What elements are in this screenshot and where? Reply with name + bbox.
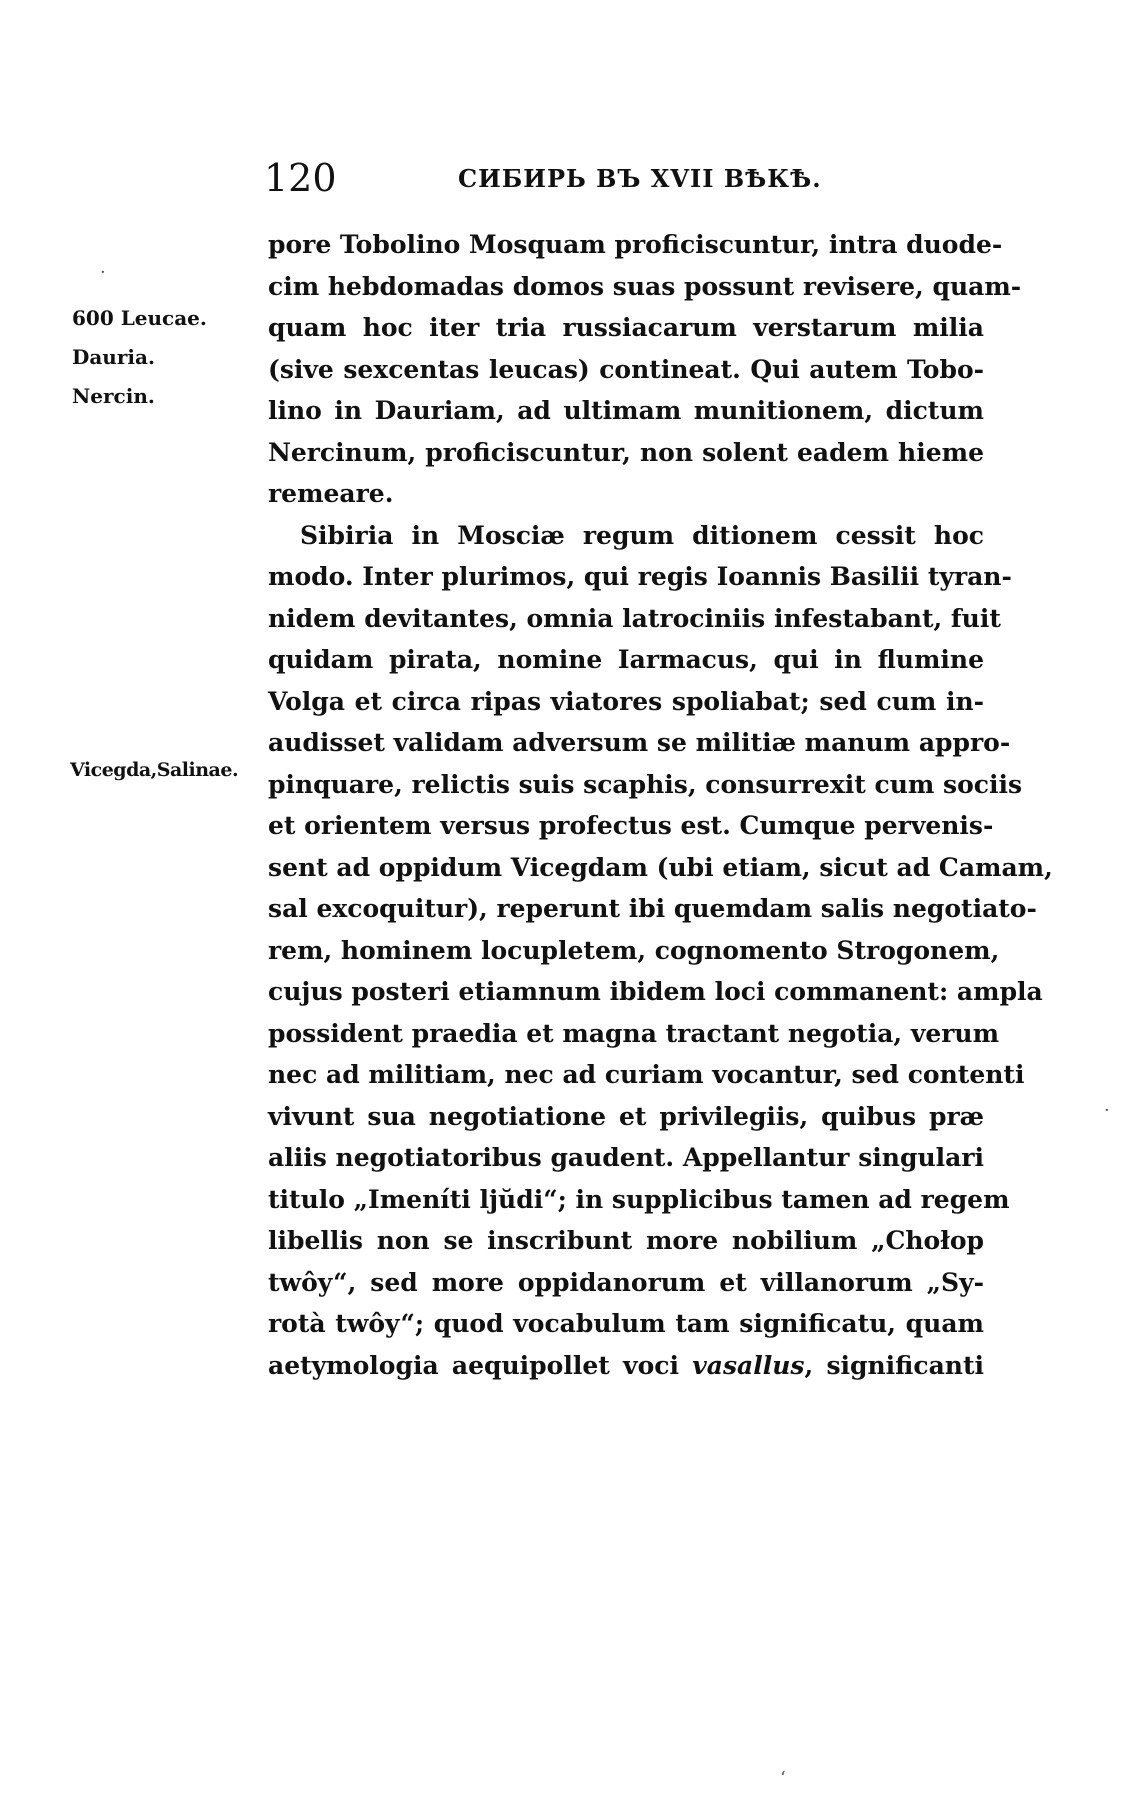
marginal-note-vicegda: Vicegda,Salinae. xyxy=(70,759,239,781)
text-line: audisset validam adversum se militiæ manum appro- xyxy=(268,728,1011,757)
marginal-note-leucae: 600 Leucae. xyxy=(72,306,207,330)
text-line-final xyxy=(268,1345,984,1387)
italic-term: vasallus xyxy=(692,1350,805,1380)
text-line: modo. Inter plurimos, qui regis Ioannis Basilii tyran- xyxy=(268,562,1012,591)
text-line: nec ad militiam, nec ad curiam vocantur, sed contenti xyxy=(268,1060,1025,1089)
scan-speck: · xyxy=(1104,1100,1110,1121)
text-line: sal excoquitur), reperunt ibi quemdam salis negotiato- xyxy=(268,894,1037,923)
text-line: aliis negotiatoribus gaudent. Appellantur singulari xyxy=(268,1143,984,1172)
text-line: vivunt sua negotiatione et privilegiis, quibus præ xyxy=(268,1101,984,1131)
text-line: cim hebdomadas domos suas possunt revisere, quam- xyxy=(268,271,1022,301)
text-segment: aetymologia aequipollet voci xyxy=(268,1350,679,1380)
text-line: Volga et circa ripas viatores spoliabat; sed cum in- xyxy=(268,686,984,716)
marginal-note-dauria: Dauria. xyxy=(72,345,155,369)
text-line: rotà twôy“; quod vocabulum tam significatu, quam xyxy=(268,1309,984,1338)
marginal-note-nercin: Nercin. xyxy=(72,384,155,408)
text-line: quam hoc iter tria russiacarum verstarum milia xyxy=(268,313,984,342)
text-line: twôy“, sed more oppidanorum et villanorum „Sy- xyxy=(268,1267,984,1297)
text-segment: , significanti xyxy=(804,1350,984,1380)
running-head xyxy=(264,156,984,200)
text-line: Sibiria in Mosciæ regum ditionem cessit hoc xyxy=(300,520,984,550)
text-line: libellis non se inscribunt more nobilium „Chołop xyxy=(268,1226,984,1255)
text-line: quidam pirata, nomine Iarmacus, qui in flumine xyxy=(268,645,984,674)
text-line: nidem devitantes, omnia latrociniis infestabant, fuit xyxy=(268,603,1001,633)
text-line: remeare. xyxy=(268,479,394,508)
text-line: pore Tobolino Mosquam proficiscuntur, intra duode- xyxy=(268,230,1003,259)
page-number: 120 xyxy=(264,156,337,200)
text-line: cujus posteri etiamnum ibidem loci commanent: ampla xyxy=(268,977,1043,1006)
text-line: pinquare, relictis suis scaphis, consurrexit cum sociis xyxy=(268,769,1023,799)
scan-speck: · xyxy=(100,262,106,283)
text-line: sent ad oppidum Vicegdam (ubi etiam, sicut ad Camam, xyxy=(268,852,1053,882)
text-line: rem, hominem locupletem, cognomento Strogonem, xyxy=(268,935,1000,965)
text-line: lino in Dauriam, ad ultimam munitionem, dictum xyxy=(268,396,984,425)
body-text xyxy=(268,224,1053,1386)
text-line: Nercinum, proficiscuntur, non solent eadem hieme xyxy=(268,437,984,467)
text-line: (sive sexcentas leucas) contineat. Qui autem Tobo- xyxy=(268,354,984,384)
text-line: et orientem versus profectus est. Cumque pervenis- xyxy=(268,811,994,840)
text-line: possident praedia et magna tractant negotia, verum xyxy=(268,1018,1000,1048)
text-line: titulo „Imeníti ljŭdi“; in supplicibus tamen ad regem xyxy=(268,1184,1010,1214)
running-title: СИБИРЬ ВЪ XVII ВѢКѢ. xyxy=(458,164,822,193)
scan-speck: ʻ xyxy=(780,1768,786,1789)
